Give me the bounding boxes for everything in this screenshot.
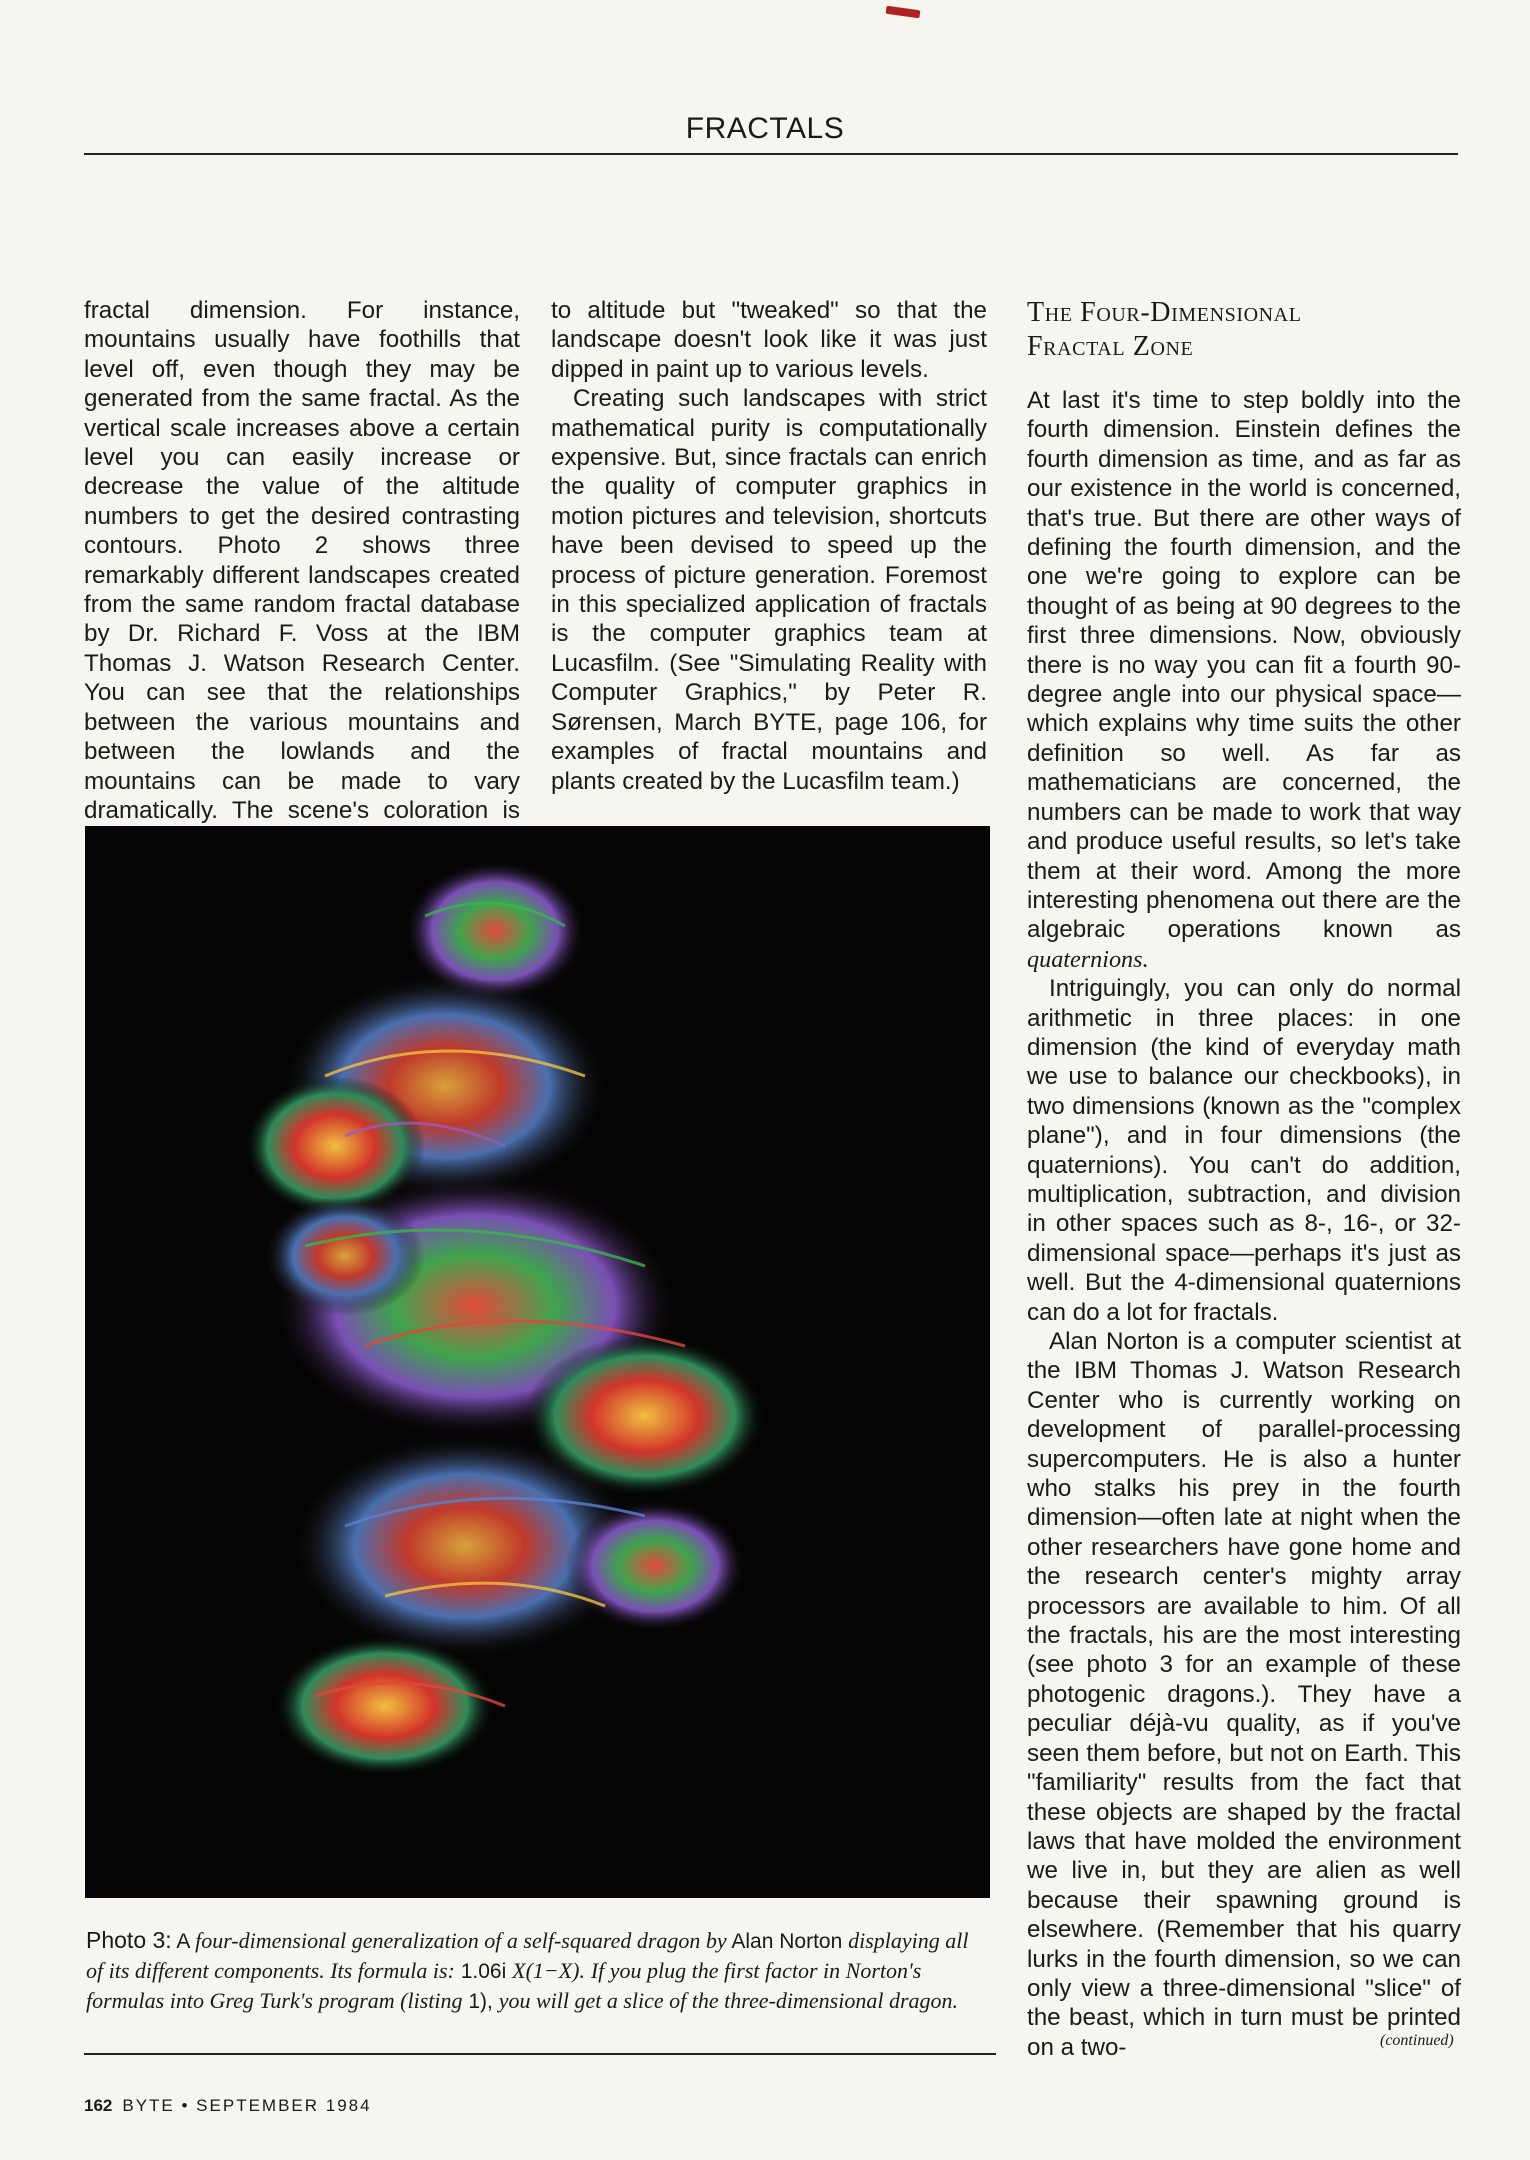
col2-paragraph-1: to altitude but "tweaked" so that the landscape doesn't look like it was just dipped in paint up to various levels. [551,297,987,383]
page-footer [84,2096,372,2116]
col3-paragraph-1-text: At last it's time to step boldly into the fourth dimension. Einstein defines the fourth dimension as time, and as far as our existence in the world is concerned, that's true. But there are other ways of defining the fourth dimension, and the one we're going to explore can be thought of as being at 90 degrees to the first three dimensions. Now, obviously there is no way you can fit a fourth 90-degree angle into our physical space—which explains why time suits the other definition so well. As far as mathematicians are concerned, the numbers can be made to work that way and produce useful results, so let's take them at their word. Among the more interesting phenomena out there are the algebraic operations known as [1027,387,1461,944]
photo-caption [86,1926,991,2016]
caption-rule [84,2053,996,2055]
fractal-dragon-image [85,826,990,1898]
publication-info: BYTE • SEPTEMBER 1984 [122,2096,372,2115]
col1-paragraph-1: fractal dimension. For instance, mountains usually have foothills that level off, even though they may be generated from the same fractal. As the vertical scale increases above a certain level you can easily increase or decrease the value of the altitude numbers to get the desired contrasting contours. Photo 2 shows three remarkably different landscapes created from the same random fractal database by Dr. Richard F. Voss at the IBM Thomas J. Watson Research Center. You can see that the relationships between the various mountains and between the lowlands and the mountains can be made to vary dramatically. The scene's coloration is [84,297,520,824]
running-head: FRACTALS [685,112,845,145]
section-title-line-2: Fractal Zone [1027,331,1194,362]
column-2 [551,296,987,796]
col2-paragraph-2: Creating such landscapes with strict mathematical purity is computationally expensive. But, since fractals can enrich the quality of computer graphics in motion pictures and television, shortcuts have been devised to speed up the process of picture generation. Foremost in this specialized application of fractals is the computer graphics team at Lucasfilm. (See "Simulating Reality with Computer Graphics," by Peter R. Sørensen, March BYTE, page 106, for examples of fractal mountains and plants created by the Lucasfilm team.) [551,385,987,795]
header-rule [84,153,1458,155]
column-1 [84,296,520,855]
fractal-dragon-photo [85,826,990,1898]
section-title-line-1: The Four-Dimensional [1027,297,1302,328]
caption-t8: 1), [468,1990,493,2013]
caption-t9: you will get a slice of the three-dimensional dragon. [498,1988,959,2013]
caption-t2: four-dimensional generalization of a self-squared dragon by [195,1928,727,1953]
printer-mark [886,6,921,19]
column-3 [1027,386,1461,2062]
caption-t4: displaying all of its different components. Its formula is: [86,1928,969,1983]
caption-t5: 1.06i [460,1960,507,1983]
col3-paragraph-3: Alan Norton is a computer scientist at the IBM Thomas J. Watson Research Center who is currently working on development of parallel-processing supercomputers. He is also a hunter who stalks his prey in the fourth dimension—often late at night when the other researchers have gone home and the research center's mighty array processors are available to him. Of all the fractals, his are the most interesting (see photo 3 for an example of these photogenic dragons.). They have a peculiar déjà-vu quality, as if you've seen them before, but not on Earth. This "familiarity" results from the fact that these objects are shaped by the fractal laws that have molded the environment we live in, but they are alien as well because their spawning ground is elsewhere. (Remember that his quarry lurks in the fourth dimension, so we can only view a three-dimensional "slice" of the beast, which in turn must be printed on a two- [1027,1328,1461,2061]
col3-paragraph-1 [1027,386,1461,974]
caption-t6: X(1−X). [512,1958,585,1983]
caption-t7: If you plug the first factor in Norton's formulas into Greg Turk's program (listing [86,1958,922,2013]
caption-label: Photo 3: [86,1927,172,1953]
caption-t1: A [176,1930,190,1953]
quaternions-term: quaternions. [1027,945,1149,973]
caption-t3: Alan Norton [731,1930,843,1953]
col3-paragraph-2: Intriguingly, you can only do normal arithmetic in three places: in one dimension (the kind of everyday math we use to balance our checkbooks), in two dimensions (known as the "complex plane"), and in four dimensions (the quaternions). You can't do addition, multiplication, subtraction, and division in other spaces such as 8-, 16-, or 32-dimensional space—perhaps it's just as well. But the 4-dimensional quaternions can do a lot for fractals. [1027,975,1461,1326]
continued-note: (continued) [1380,2032,1454,2049]
section-title [1027,296,1467,364]
page-number: 162 [84,2096,113,2115]
